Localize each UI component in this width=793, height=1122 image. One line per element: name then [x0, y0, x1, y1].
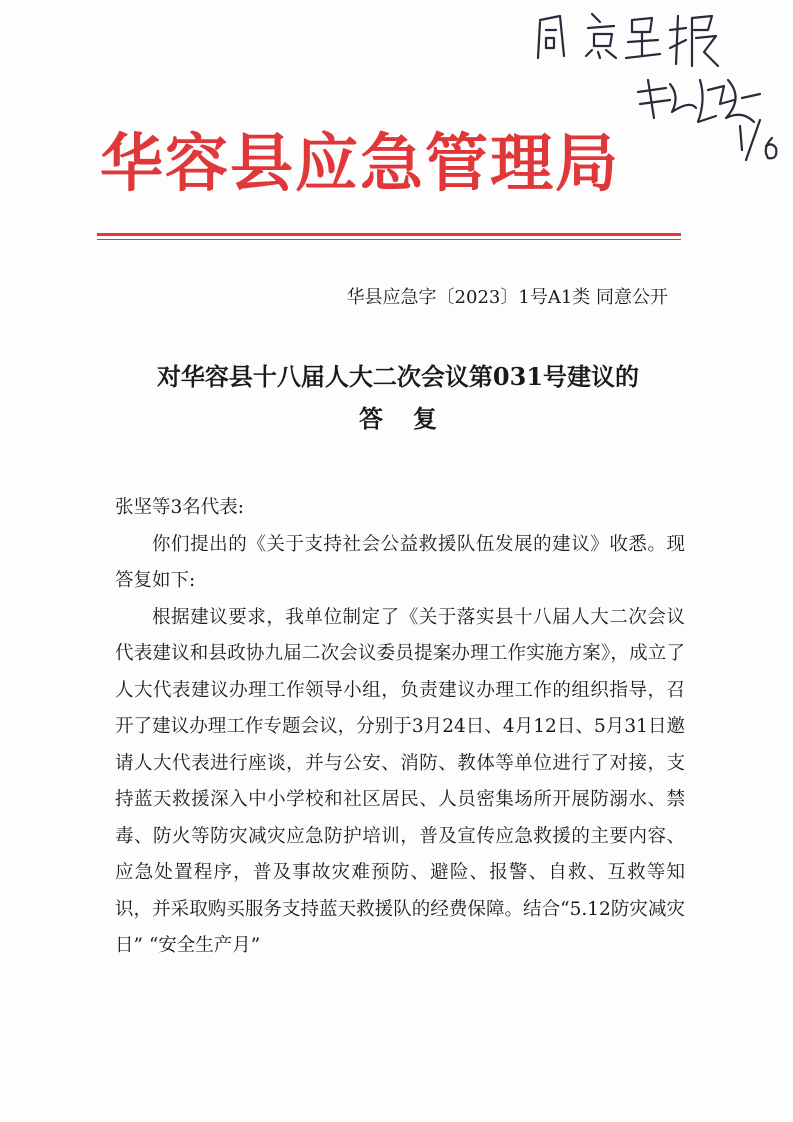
body-paragraph: 根据建议要求，我单位制定了《关于落实县十八届人大二次会议代表建议和县政协九届二次会议委员提案办理工作实施方案》，成立了人大代表建议办理工作领导小组，负责建议办理工作的组织指导，召开了建议办理工作专题会议，分别于3月24日、4月12日、5月31日邀请人大代表进行座谈，并与公安、消防、教体等单位进行了对接，支持蓝天救援深入中小学校和社区居民、人员密集场所开展防溺水、禁毒、防火等防灾减灾应急防护培训，普及宣传应急救援的主要内容、应急处置程序，普及事故灾难预防、避险、报警、自救、互救等知识，并采取购买服务支持蓝天救援队的经费保障。结合“5.12防灾减灾日” “安全生产月”: [115, 606, 685, 956]
document-title-line2: 答复: [359, 404, 467, 433]
document-number: 华县应急字〔2023〕1号A1类 同意公开: [346, 287, 668, 308]
document-title: 对华容县十八届人大二次会议第031号建议的: [156, 362, 640, 391]
body-paragraph: 你们提出的《关于支持社会公益救援队伍发展的建议》收悉。现答复如下:: [115, 533, 685, 591]
masthead-divider-thick: [97, 233, 681, 236]
salutation: 张坚等3名代表:: [115, 497, 245, 518]
masthead-divider-thin: [97, 239, 681, 240]
document-body: [115, 490, 685, 965]
issuer-masthead: 华容县应急管理局: [100, 126, 620, 200]
